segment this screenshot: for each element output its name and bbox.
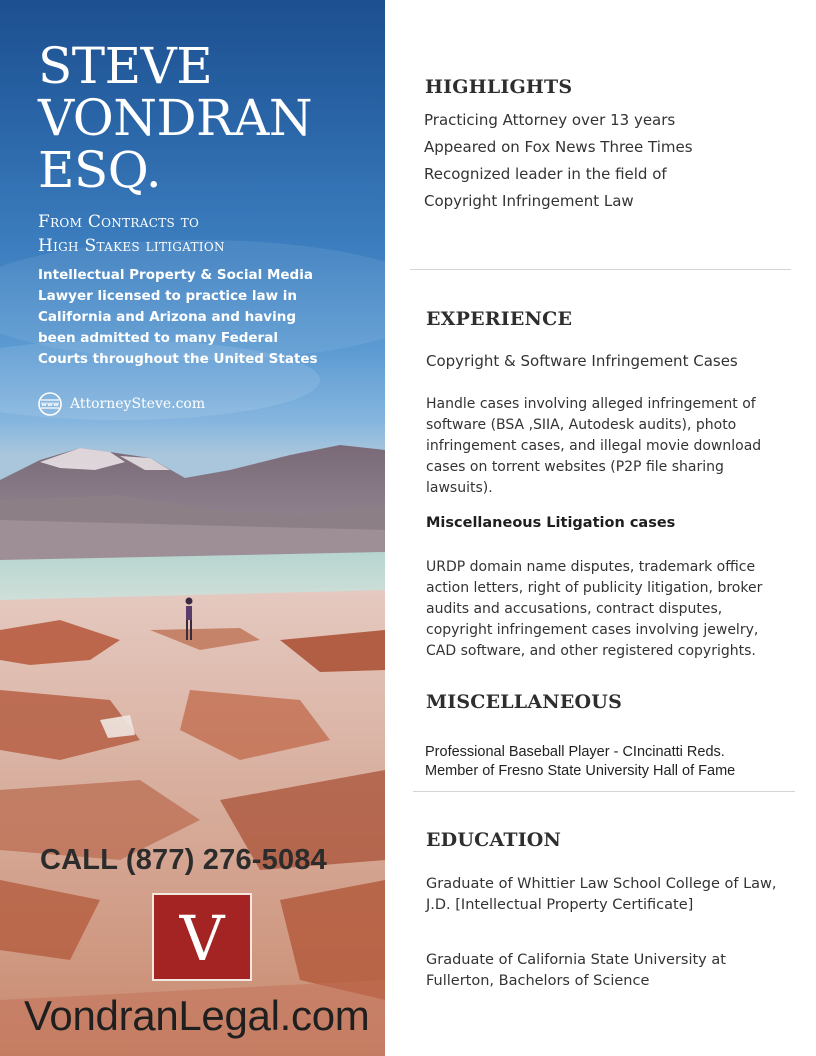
- experience-heading: EXPERIENCE: [426, 308, 573, 330]
- miscellaneous-heading: MISCELLANEOUS: [426, 691, 622, 713]
- divider: [410, 269, 791, 270]
- tagline-line: High Stakes litigation: [38, 236, 225, 256]
- experience-subtitle: Copyright & Software Infringement Cases: [426, 352, 738, 370]
- name-line: STEVE: [38, 37, 213, 95]
- experience-paragraph: Handle cases involving alleged infringement of software (BSA ,SIIA, Autodesk audits), photo infringement cases, and illegal movie download cases on torrent websites (P2P file sharing lawsuits).: [426, 396, 762, 496]
- left-panel: [0, 0, 385, 1056]
- intro-text: Intellectual Property & Social Media Lawyer licensed to practice law in California and Arizona and having been admitted to many Federal Courts throughout the United States: [38, 267, 318, 367]
- highlights-list: [424, 107, 794, 215]
- litigation-subheading: Miscellaneous Litigation cases: [426, 515, 676, 531]
- website-label[interactable]: AttorneySteve.com: [70, 396, 206, 412]
- name-line: ESQ.: [38, 141, 162, 199]
- tagline-line: From Contracts to: [38, 212, 200, 232]
- highlight-item: Appeared on Fox News Three Times: [424, 138, 693, 156]
- education-item: Graduate of California State University at Fullerton, Bachelors of Science: [426, 952, 726, 989]
- name-line: VONDRAN: [38, 89, 313, 147]
- highlight-item: Recognized leader in the field of: [424, 165, 667, 183]
- misc-line: Member of Fresno State University Hall of Fame: [425, 763, 736, 779]
- website-link[interactable]: [38, 392, 205, 416]
- education-heading: EDUCATION: [426, 829, 562, 851]
- tagline: [38, 210, 225, 258]
- logo-letter: V: [179, 902, 225, 975]
- www-icon-text: www: [40, 400, 60, 409]
- highlight-item: Practicing Attorney over 13 years: [424, 111, 676, 129]
- highlights-heading: HIGHLIGHTS: [425, 76, 573, 98]
- globe-icon: [38, 392, 62, 416]
- misc-line: Professional Baseball Player - CIncinatti Reds.: [425, 744, 725, 760]
- highlight-item: Copyright Infringement Law: [424, 192, 634, 210]
- firm-logo: [152, 893, 252, 981]
- phone-number[interactable]: CALL (877) 276-5084: [40, 844, 327, 876]
- litigation-paragraph: URDP domain name disputes, trademark office action letters, right of publicity litigation, broker audits and accusations, contract disputes, copyright infringement cases involving jewelry, CAD software, and other registered copyrights.: [426, 559, 763, 659]
- attorney-name: [38, 37, 313, 199]
- education-item: Graduate of Whittier Law School College of Law, J.D. [Intellectual Property Certificate]: [426, 876, 777, 913]
- miscellaneous-text: [425, 743, 795, 781]
- divider: [413, 791, 795, 792]
- firm-domain[interactable]: VondranLegal.com: [24, 992, 370, 1039]
